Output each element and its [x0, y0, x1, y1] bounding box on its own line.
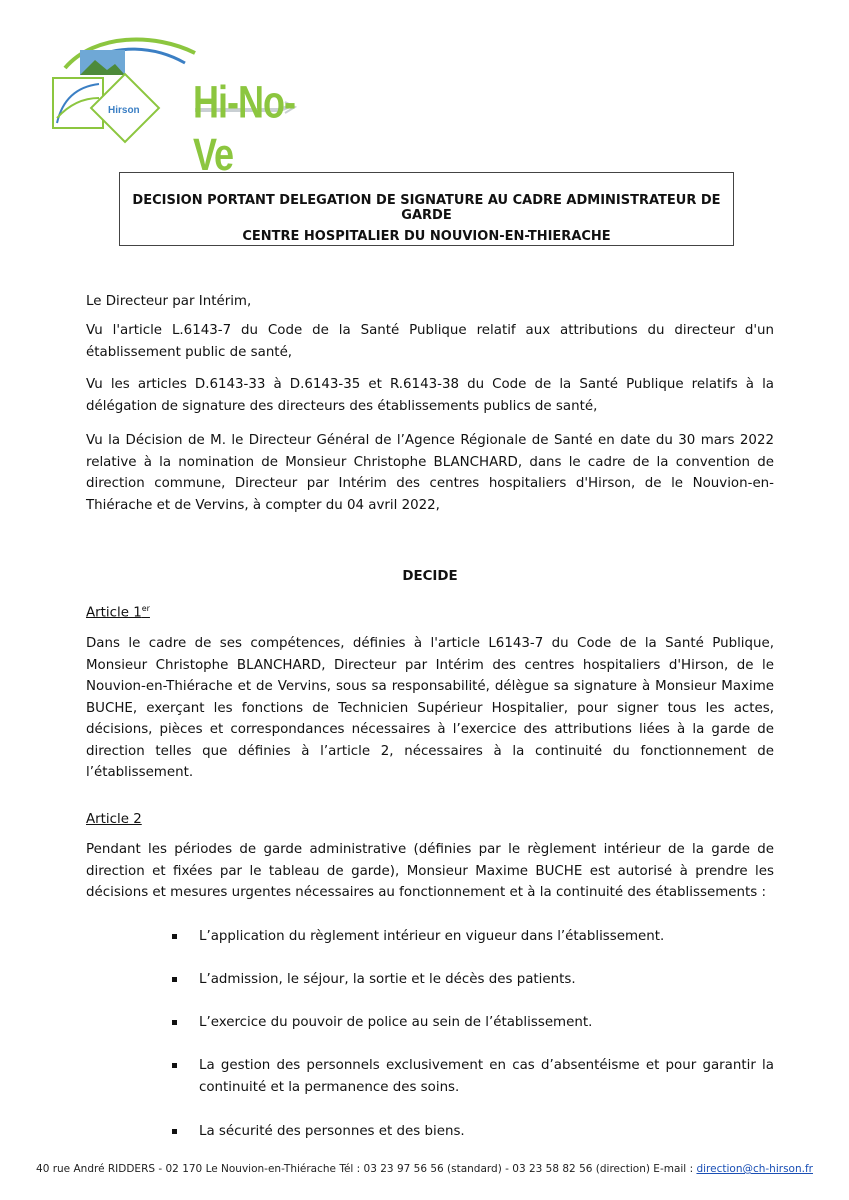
title-box	[119, 172, 734, 246]
bullet-square-icon	[172, 1129, 177, 1134]
bullet-text: La sécurité des personnes et des biens.	[199, 1124, 465, 1139]
bullet-square-icon	[172, 1020, 177, 1025]
article-1-sup: er	[141, 604, 150, 613]
bullet-text: La gestion des personnels exclusivement en cas d’absentéisme et pour garantir la continuité et la permanence des soins.	[199, 1058, 774, 1095]
bullet-text: L’admission, le séjour, la sortie et le décès des patients.	[199, 972, 576, 987]
article-1-label: Article 1	[86, 605, 142, 621]
title-line-2: CENTRE HOSPITALIER DU NOUVION-EN-THIERACHE	[242, 229, 611, 244]
footer-email-link[interactable]: direction@ch-hirson.fr	[696, 1163, 813, 1175]
vu-paragraph-3: Vu la Décision de M. le Directeur Général de l’Agence Régionale de Santé en date du 30 mars 2022 relative à la nomination de Monsieur Christophe BLANCHARD, dans le cadre de la convention de direction commune, Directeur par Intérim des centres hospitaliers d'Hirson, de le Nouvion-en-Thiérache et de Vervins, à compter du 04 avril 2022,	[86, 433, 774, 513]
bullet-text: L’exercice du pouvoir de police au sein de l’établissement.	[199, 1015, 593, 1030]
bullet-text: L’application du règlement intérieur en vigueur dans l’établissement.	[199, 929, 665, 944]
vu-paragraph-2: Vu les articles D.6143-33 à D.6143-35 et R.6143-38 du Code de la Santé Publique relatifs à la délégation de signature des directeurs des établissements publics de santé,	[86, 377, 774, 414]
footer-address	[0, 1163, 849, 1175]
hinove-logo	[45, 28, 305, 180]
bullet-square-icon	[172, 977, 177, 982]
decide-heading: DECIDE	[402, 569, 458, 584]
bullet-square-icon	[172, 1063, 177, 1068]
footer-text: 40 rue André RIDDERS - 02 170 Le Nouvion-en-Thiérache Tél : 03 23 97 56 56 (standard) - 03 23 58 82 56 (direction) E-mail :	[36, 1163, 697, 1175]
article-2-heading: Article 2	[86, 812, 142, 827]
bullet-square-icon	[172, 934, 177, 939]
logo-wordmark: Hi-No-Ve	[193, 76, 295, 180]
director-line: Le Directeur par Intérim,	[86, 294, 252, 309]
vu-paragraph-1: Vu l'article L.6143-7 du Code de la Santé Publique relatif aux attributions du directeur d'un établissement public de santé,	[86, 323, 774, 360]
article-1-text: Dans le cadre de ses compétences, définies à l'article L6143-7 du Code de la Santé Publique, Monsieur Christophe BLANCHARD, Directeur par Intérim des centres hospitaliers d'Hirson, de le Nouvion-en-Thiérache et de Vervins, sous sa responsabilité, délègue sa signature à Monsieur Maxime BUCHE, exerçant les fonctions de Technicien Supérieur Hospitalier, pour signer tous les actes, décisions, pièces et correspondances nécessaires à l’exercice des attributions liées à la garde de direction telles que définies à l’article 2, nécessaires à la continuité du fonctionnement de l’établissement.	[86, 636, 774, 780]
article-2-text: Pendant les périodes de garde administrative (définies par le règlement intérieur de la garde de direction et fixées par le tableau de garde), Monsieur Maxime BUCHE est autorisé à prendre les décisions et mesures urgentes nécessaires au fonctionnement et à la continuité des établissements :	[86, 842, 774, 900]
title-line-1: DECISION PORTANT DELEGATION DE SIGNATURE AU CADRE ADMINISTRATEUR DE GARDE	[132, 193, 721, 223]
article-1-heading	[86, 598, 774, 624]
svg-text:Hirson: Hirson	[108, 105, 140, 116]
